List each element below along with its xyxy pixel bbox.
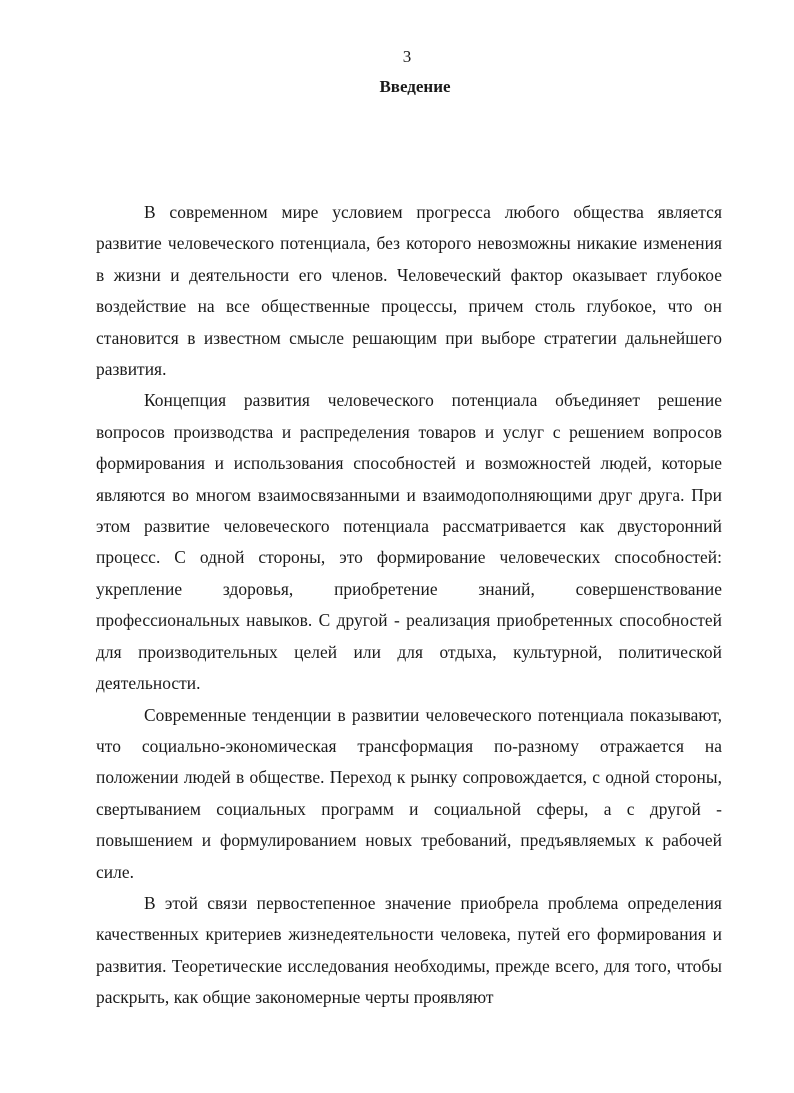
page-number: 3 [402,47,412,66]
body-text [96,197,722,1014]
section-title: Введение [379,77,451,96]
paragraph-3: Современные тенденции в развитии человеческого потенциала показывают, что социально-экономическая трансформация по-разному отражается на положении людей в обществе. Переход к рынку сопровождается, с одной стороны, свертыванием социальных программ и социальной сферы, а с другой - повышением и формулированием новых требований, предъявляемых к рабочей силе. [96,704,722,882]
paragraph-1: В современном мире условием прогресса любого общества является развитие человеческого потенциала, без которого невозможны никакие изменения в жизни и деятельности его членов. Человеческий фактор оказывает глубокое воздействие на все общественные процессы, причем столь глубокое, что он становится в известном смысле решающим при выборе стратегии дальнейшего развития. [96,202,722,380]
paragraph-4: В этой связи первостепенное значение приобрела проблема определения качественных критериев жизнедеятельности человека, путей его формирования и развития. Теоретические исследования необходимы, прежде всего, для того, чтобы раскрыть, как общие закономерные черты проявляют [96,892,722,1008]
paragraph-2: Концепция развития человеческого потенциала объединяет решение вопросов производства и распределения товаров и услуг с решением вопросов формирования и использования способностей и возможностей людей, которые являются во многом взаимосвязанными и взаимодополняющими друг друга. При этом развитие человеческого потенциала рассматривается как двусторонний процесс. С одной стороны, это формирование человеческих способностей: укрепление здоровья, приобретение знаний, совершенствование профессиональных навыков. С другой - реализация приобретенных способностей для производительных целей или для отдыха, культурной, политической деятельности. [96,390,722,694]
